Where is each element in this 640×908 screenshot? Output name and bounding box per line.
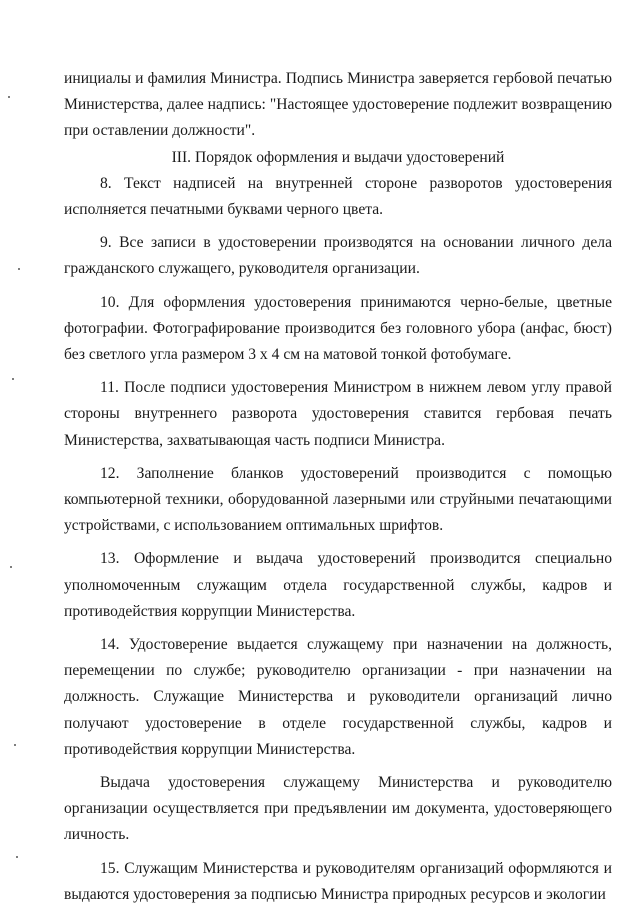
paragraph-12: 12. Заполнение бланков удостоверений производится с помощью компьютерной техники, оборудованной лазерными или струйными печатающими устройствами, с использованием оптимальных шрифтов.	[64, 464, 612, 535]
scan-speck	[18, 268, 20, 270]
scan-speck	[10, 566, 12, 568]
paragraph-9: 9. Все записи в удостоверении производятся на основании личного дела гражданского служащего, руководителя организации.	[64, 234, 612, 278]
paragraph-15: 15. Служащим Министерства и руководителям организаций оформляются и выдаются удостоверения за подписью Министра природных ресурсов и экологии	[64, 859, 612, 903]
scan-speck	[16, 856, 18, 858]
scan-speck	[8, 96, 10, 98]
paragraph-13: 13. Оформление и выдача удостоверений производится специально уполномоченным служащим отдела государственной службы, кадров и противодействия коррупции Министерства.	[64, 550, 612, 620]
paragraph-10: 10. Для оформления удостоверения принимаются черно-белые, цветные фотографии. Фотографирование производится без головного убора (анфас, бюст) без светлого угла размером 3 х 4 см на матовой тонкой фотобумаге.	[64, 293, 612, 364]
paragraph-11: 11. После подписи удостоверения Министром в нижнем левом углу правой стороны внутреннего разворота удостоверения ставится гербовая печать Министерства, захватывающая часть подписи Министра.	[64, 379, 612, 449]
paragraph-14: 14. Удостоверение выдается служащему при назначении на должность, перемещении по службе; руководителю организации - при назначении на должность. Служащие Министерства и руководители организаций лично получают удостоверение в отделе государственной службы, кадров и противодействия коррупции Министерства.	[64, 636, 612, 758]
scan-speck	[12, 378, 14, 380]
scan-speck	[14, 744, 16, 746]
paragraph-intro: инициалы и фамилия Министра. Подпись Министра заверяется гербовой печатью Министерства, далее надпись: "Настоящее удостоверение подлежит возвращению при оставлении должности".	[64, 70, 612, 140]
section-heading: III. Порядок оформления и выдачи удостоверений	[171, 148, 505, 166]
document-body	[64, 66, 612, 908]
paragraph-8: 8. Текст надписей на внутренней стороне разворотов удостоверения исполняется печатными буквами черного цвета.	[64, 174, 612, 219]
paragraph-14-continuation: Выдача удостоверения служащему Министерства и руководителю организации осуществляется при предъявлении им документа, удостоверяющего личность.	[64, 774, 612, 844]
